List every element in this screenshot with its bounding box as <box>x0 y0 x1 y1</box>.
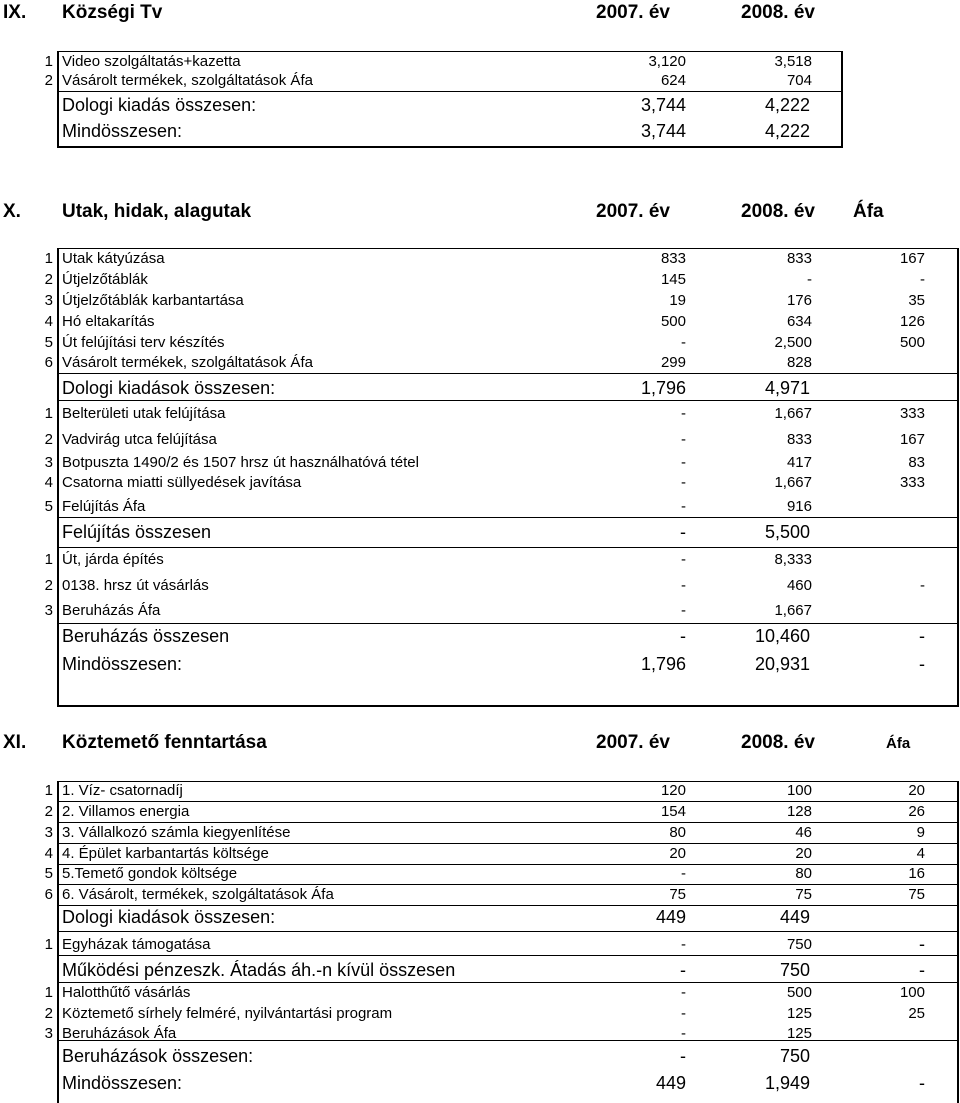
subtotal-label: Felújítás összesen <box>62 522 212 542</box>
row-divider <box>57 91 843 92</box>
row-number: 1 <box>44 250 53 267</box>
table-border-top <box>57 781 958 782</box>
value-afa: 20 <box>908 782 925 799</box>
table-border-right <box>957 781 959 1103</box>
row-number: 1 <box>44 936 53 953</box>
value-2008: - <box>807 271 812 288</box>
table-border-top <box>57 248 958 249</box>
value-2007: - <box>681 498 686 515</box>
section-title: Utak, hidak, alagutak <box>62 201 252 222</box>
total-afa: - <box>919 654 925 674</box>
value-afa: 25 <box>908 1005 925 1022</box>
table-border-right <box>957 248 959 706</box>
subtotal-2008: 4,222 <box>764 95 810 115</box>
column-header-afa: Áfa <box>886 735 911 752</box>
total-2007: 1,796 <box>640 654 686 674</box>
row-divider <box>57 373 958 374</box>
row-number: 3 <box>44 1025 53 1042</box>
value-2008: 100 <box>786 782 812 799</box>
value-2007: 154 <box>660 803 686 820</box>
value-afa: 333 <box>899 405 925 422</box>
row-label: Egyházak támogatása <box>62 936 211 953</box>
row-number: 5 <box>44 334 53 351</box>
value-afa: - <box>920 577 925 594</box>
value-2007: - <box>681 334 686 351</box>
table-border-left <box>57 781 59 1103</box>
value-2008: 833 <box>786 250 812 267</box>
row-label: Botpuszta 1490/2 és 1507 hrsz út használhatóvá tétel <box>62 454 419 471</box>
row-label: Út felújítási terv készítés <box>62 334 225 351</box>
value-2007: - <box>681 431 686 448</box>
row-label: Beruházások Áfa <box>62 1025 177 1042</box>
column-header-2007: 2007. év <box>596 732 670 753</box>
row-label: 4. Épület karbantartás költsége <box>62 845 269 862</box>
total-2008: 4,222 <box>764 121 810 141</box>
value-2008: 417 <box>786 454 812 471</box>
subtotal-2007: 1,796 <box>640 378 686 398</box>
value-afa: 16 <box>908 865 925 882</box>
row-label: Út, járda építés <box>62 551 164 568</box>
total-2007: 449 <box>655 1073 686 1093</box>
subtotal-label: Működési pénzeszk. Átadás áh.-n kívül összesen <box>62 960 456 980</box>
subtotal-2008: 750 <box>779 1046 810 1066</box>
value-2008: 128 <box>786 803 812 820</box>
value-2007: - <box>681 474 686 491</box>
row-divider <box>57 517 958 518</box>
subtotal-2008: 5,500 <box>764 522 810 542</box>
value-2007: 75 <box>669 886 686 903</box>
column-header-2007: 2007. év <box>596 2 670 23</box>
row-label: Utak kátyúzása <box>62 250 165 267</box>
value-afa: 4 <box>916 845 925 862</box>
row-number: 6 <box>44 354 53 371</box>
value-2008: 2,500 <box>774 334 812 351</box>
table-border-bottom <box>57 705 959 707</box>
row-divider <box>57 905 958 906</box>
subtotal-2007: - <box>680 522 686 542</box>
value-2007: - <box>681 1005 686 1022</box>
subtotal-2008: 750 <box>779 960 810 980</box>
value-2008: 750 <box>786 936 812 953</box>
subtotal-2008: 4,971 <box>764 378 810 398</box>
row-divider <box>57 884 958 885</box>
value-2008: 176 <box>786 292 812 309</box>
row-label: 1. Víz- csatornadíj <box>62 782 183 799</box>
value-2007: - <box>681 454 686 471</box>
row-number: 5 <box>44 865 53 882</box>
row-label: Vásárolt termékek, szolgáltatások Áfa <box>62 354 313 371</box>
row-label: Vásárolt termékek, szolgáltatások Áfa <box>62 72 313 89</box>
table-border-left <box>57 51 59 147</box>
column-header-2008: 2008. év <box>741 2 815 23</box>
value-2008: 1,667 <box>774 602 812 619</box>
subtotal-2008: 10,460 <box>754 626 810 646</box>
row-number: 1 <box>44 551 53 568</box>
subtotal-label: Dologi kiadások összesen: <box>62 378 276 398</box>
row-number: 1 <box>44 782 53 799</box>
row-divider <box>57 623 958 624</box>
row-number: 3 <box>44 454 53 471</box>
value-2008: 1,667 <box>774 474 812 491</box>
row-label: 2. Villamos energia <box>62 803 190 820</box>
value-2007: 3,120 <box>648 53 686 70</box>
row-label: Vadvirág utca felújítása <box>62 431 217 448</box>
row-number: 5 <box>44 498 53 515</box>
subtotal-2008: 449 <box>779 907 810 927</box>
subtotal-label: Beruházások összesen: <box>62 1046 254 1066</box>
row-divider <box>57 822 958 823</box>
table-border-bottom <box>57 146 843 148</box>
value-afa: - <box>919 934 925 954</box>
value-2007: 624 <box>660 72 686 89</box>
row-divider <box>57 801 958 802</box>
subtotal-afa: - <box>919 626 925 646</box>
subtotal-label: Dologi kiadás összesen: <box>62 95 257 115</box>
row-label: 5.Temető gondok költsége <box>62 865 238 882</box>
value-2007: - <box>681 1025 686 1042</box>
row-divider <box>57 400 958 401</box>
row-divider <box>57 931 958 932</box>
value-2008: 125 <box>786 1005 812 1022</box>
value-2007: - <box>681 602 686 619</box>
value-2008: 125 <box>786 1025 812 1042</box>
value-afa: 75 <box>908 886 925 903</box>
subtotal-2007: - <box>680 626 686 646</box>
row-divider <box>57 955 958 956</box>
section-number: XI. <box>3 732 27 753</box>
value-afa: 26 <box>908 803 925 820</box>
value-2007: 120 <box>660 782 686 799</box>
row-label: Hó eltakarítás <box>62 313 155 330</box>
section-number: X. <box>3 201 21 222</box>
row-number: 1 <box>44 984 53 1001</box>
value-afa: 9 <box>916 824 925 841</box>
value-2007: - <box>681 936 686 953</box>
subtotal-afa: - <box>919 960 925 980</box>
value-2007: - <box>681 984 686 1001</box>
row-number: 4 <box>44 845 53 862</box>
row-number: 1 <box>44 53 53 70</box>
value-2008: 500 <box>786 984 812 1001</box>
value-2007: 145 <box>660 271 686 288</box>
value-2007: 833 <box>660 250 686 267</box>
row-number: 2 <box>44 72 53 89</box>
value-2007: 19 <box>669 292 686 309</box>
value-afa: 167 <box>899 250 925 267</box>
value-2007: - <box>681 551 686 568</box>
value-2008: 634 <box>786 313 812 330</box>
row-label: 3. Vállalkozó számla kiegyenlítése <box>62 824 291 841</box>
value-afa: 100 <box>899 984 925 1001</box>
subtotal-label: Beruházás összesen <box>62 626 230 646</box>
value-2008: 46 <box>795 824 812 841</box>
column-header-2007: 2007. év <box>596 201 670 222</box>
subtotal-2007: 449 <box>655 907 686 927</box>
value-2008: 80 <box>795 865 812 882</box>
value-2007: 500 <box>660 313 686 330</box>
row-divider <box>57 843 958 844</box>
section-number: IX. <box>3 2 27 23</box>
row-divider <box>57 982 958 983</box>
value-2007: 80 <box>669 824 686 841</box>
row-label: Útjelzőtáblák karbantartása <box>62 292 244 309</box>
row-label: Köztemető sírhely felméré, nyilvántartási program <box>62 1005 393 1022</box>
row-number: 4 <box>44 474 53 491</box>
total-label: Mindösszesen: <box>62 121 183 141</box>
row-number: 1 <box>44 405 53 422</box>
row-number: 3 <box>44 602 53 619</box>
table-border-left <box>57 248 59 706</box>
value-afa: 167 <box>899 431 925 448</box>
value-2008: 460 <box>786 577 812 594</box>
value-2007: 20 <box>669 845 686 862</box>
subtotal-2007: 3,744 <box>640 95 686 115</box>
row-number: 2 <box>44 431 53 448</box>
column-header-2008: 2008. év <box>741 201 815 222</box>
row-divider <box>57 1040 958 1041</box>
value-afa: 83 <box>908 454 925 471</box>
table-border-right <box>841 51 843 147</box>
row-number: 2 <box>44 803 53 820</box>
value-afa: 500 <box>899 334 925 351</box>
value-afa: 35 <box>908 292 925 309</box>
total-2008: 20,931 <box>754 654 810 674</box>
row-number: 2 <box>44 271 53 288</box>
total-afa: - <box>919 1073 925 1093</box>
value-afa: - <box>920 271 925 288</box>
row-label: Video szolgáltatás+kazetta <box>62 53 241 70</box>
total-label: Mindösszesen: <box>62 1073 183 1093</box>
row-label: 0138. hrsz út vásárlás <box>62 577 209 594</box>
row-label: 6. Vásárolt, termékek, szolgáltatások Áfa <box>62 886 334 903</box>
total-2007: 3,744 <box>640 121 686 141</box>
row-number: 2 <box>44 1005 53 1022</box>
row-number: 3 <box>44 824 53 841</box>
row-number: 2 <box>44 577 53 594</box>
value-2008: 75 <box>795 886 812 903</box>
value-2007: 299 <box>660 354 686 371</box>
value-2007: - <box>681 577 686 594</box>
row-number: 3 <box>44 292 53 309</box>
row-label: Felújítás Áfa <box>62 498 146 515</box>
value-2008: 1,667 <box>774 405 812 422</box>
total-label: Mindösszesen: <box>62 654 183 674</box>
column-header-afa: Áfa <box>853 201 884 222</box>
value-afa: 126 <box>899 313 925 330</box>
value-2008: 704 <box>786 72 812 89</box>
column-header-2008: 2008. év <box>741 732 815 753</box>
value-2008: 828 <box>786 354 812 371</box>
value-2008: 20 <box>795 845 812 862</box>
row-number: 4 <box>44 313 53 330</box>
value-afa: 333 <box>899 474 925 491</box>
row-divider <box>57 547 958 548</box>
subtotal-2007: - <box>680 1046 686 1066</box>
value-2008: 916 <box>786 498 812 515</box>
section-title: Községi Tv <box>62 2 163 23</box>
row-label: Útjelzőtáblák <box>62 271 148 288</box>
subtotal-2007: - <box>680 960 686 980</box>
row-label: Halotthűtő vásárlás <box>62 984 191 1001</box>
value-2008: 3,518 <box>774 53 812 70</box>
table-border-top <box>57 51 843 52</box>
row-label: Csatorna miatti süllyedések javítása <box>62 474 302 491</box>
subtotal-label: Dologi kiadások összesen: <box>62 907 276 927</box>
row-label: Beruházás Áfa <box>62 602 161 619</box>
value-2008: 8,333 <box>774 551 812 568</box>
row-label: Belterületi utak felújítása <box>62 405 226 422</box>
section-title: Köztemető fenntartása <box>62 732 267 753</box>
value-2008: 833 <box>786 431 812 448</box>
value-2007: - <box>681 865 686 882</box>
row-number: 6 <box>44 886 53 903</box>
total-2008: 1,949 <box>764 1073 810 1093</box>
value-2007: - <box>681 405 686 422</box>
